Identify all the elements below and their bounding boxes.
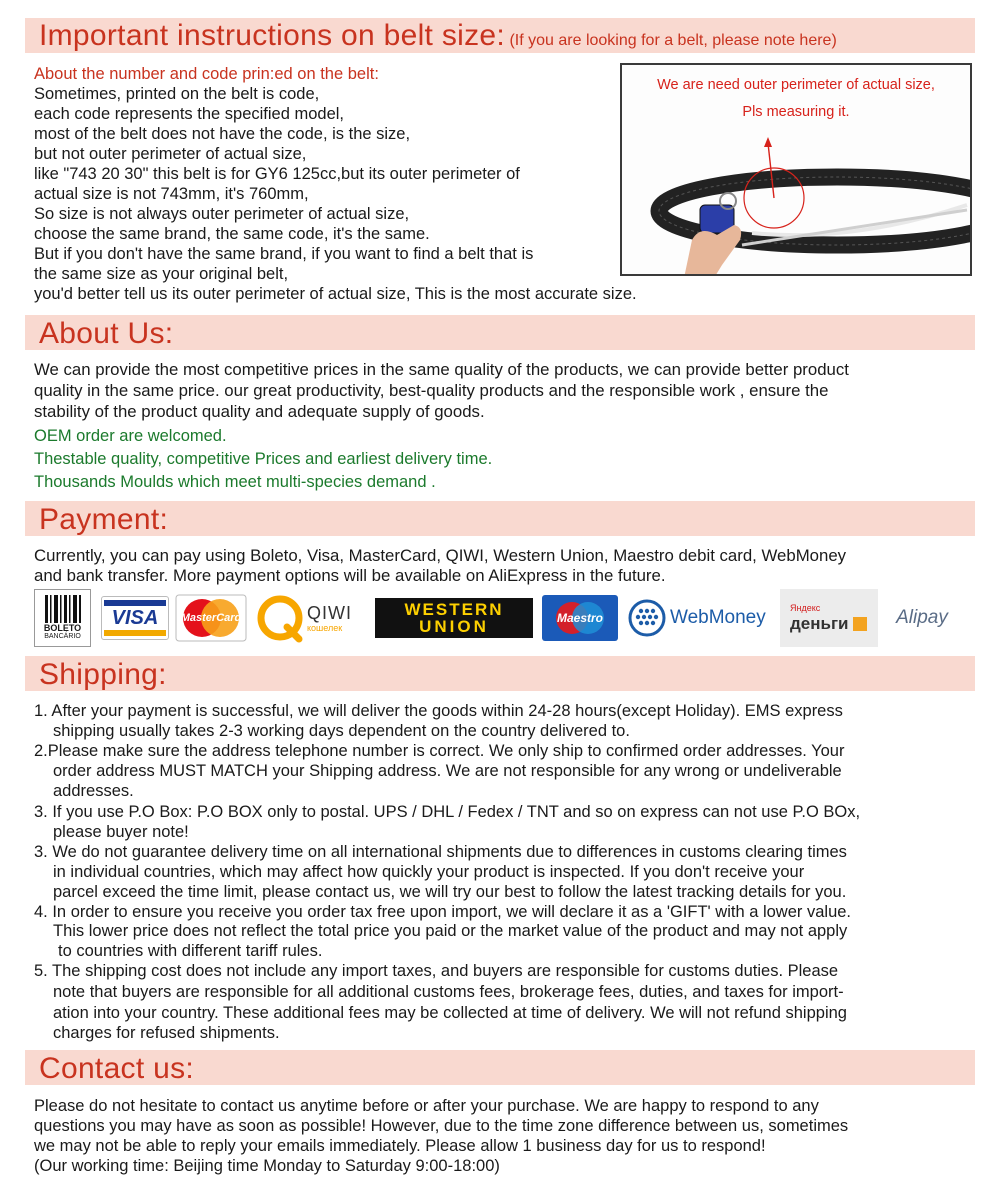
boleto-logo: [34, 589, 91, 647]
belt-line: most of the belt does not have the code, is the size,: [34, 125, 411, 143]
wallet-icon: [853, 617, 867, 631]
about-line: stability of the product quality and adequate supply of goods.: [34, 402, 485, 421]
alipay-logo: [882, 589, 962, 647]
payment-section-title: Payment:: [39, 503, 169, 536]
qiwi-logo: [255, 589, 359, 647]
shipping-section-header: [25, 656, 975, 691]
payment-section-header: [25, 501, 975, 536]
belt-line: like "743 20 30" this belt is for GY6 125cc,but its outer perimeter of: [34, 165, 520, 183]
payment-line: Currently, you can pay using Boleto, Visa, MasterCard, QIWI, Western Union, Maestro debit card, WebMoney: [34, 546, 847, 565]
belt-line: But if you don't have the same brand, if you want to find a belt that is: [34, 245, 534, 263]
contact-section-header: [25, 1050, 975, 1085]
shipping-line: ation into your country. These additional fees may be collected at time of delivery. We will not refund shipping: [53, 1004, 847, 1022]
shipping-line: 2.Please make sure the address telephone number is correct. We only ship to confirmed order addresses. Your: [34, 742, 845, 760]
belt-section-subtitle: (If you are looking for a belt, please note here): [509, 32, 837, 49]
belt-image-caption: Pls measuring it.: [742, 104, 850, 120]
belt-line: Sometimes, printed on the belt is code,: [34, 85, 320, 103]
about-line: quality in the same price. our great productivity, best-quality products and the responsible work , ensure the: [34, 381, 829, 400]
visa-label: VISA: [111, 607, 159, 629]
western-label: WESTERN: [404, 600, 504, 619]
about-green-line: Thestable quality, competitive Prices and earliest delivery time.: [34, 450, 493, 468]
belt-line: the same size as your original belt,: [34, 265, 289, 283]
shipping-line: parcel exceed the time limit, please contact us, we will try our best to follow the latest tracking details for you.: [53, 883, 847, 901]
shipping-line: 5. The shipping cost does not include any import taxes, and buyers are responsible for customs duties. Please: [34, 962, 839, 980]
belt-measure-image: [620, 63, 972, 276]
shipping-line: to countries with different tariff rules.: [58, 942, 323, 960]
belt-line: So size is not always outer perimeter of actual size,: [34, 205, 410, 223]
shipping-line: 4. In order to ensure you receive you order tax free upon import, we will declare it as a 'GIFT' with a lower value.: [34, 903, 852, 921]
shipping-line: shipping usually takes 2-3 working days dependent on the country delivered to.: [53, 722, 630, 740]
about-green-line: OEM order are welcomed.: [34, 427, 227, 445]
about-section-header: [25, 315, 975, 350]
qiwi-label: QIWI: [307, 603, 352, 623]
shipping-line: addresses.: [53, 782, 134, 800]
belt-section-title: Important instructions on belt size:: [39, 19, 506, 52]
webmoney-globe-icon: [628, 599, 666, 637]
union-label: UNION: [419, 617, 489, 636]
shipping-line: This lower price does not reflect the total price you paid or the market value of the product and may not apply: [53, 922, 848, 940]
boleto-label: BOLETO: [43, 623, 82, 633]
shipping-line: note that buyers are responsible for all additional customs fees, brokerage fees, duties, and taxes for import-: [53, 983, 844, 1001]
shipping-line: please buyer note!: [53, 823, 189, 841]
belt-image-caption: We are need outer perimeter of actual size,: [657, 77, 935, 93]
yandex-money-logo: [780, 589, 878, 647]
belt-lead-text: About the number and code prin:ed on the belt:: [34, 65, 379, 83]
contact-line: Please do not hesitate to contact us anytime before or after your purchase. We are happy to respond to any: [34, 1097, 819, 1115]
belt-line: each code represents the specified model,: [34, 105, 345, 123]
about-section-title: About Us:: [39, 317, 174, 350]
mastercard-logo: [174, 589, 248, 647]
shipping-line: order address MUST MATCH your Shipping address. We are not responsible for any wrong or undeliverable: [53, 762, 842, 780]
belt-line: choose the same brand, the same code, it's the same.: [34, 225, 430, 243]
visa-logo: [100, 589, 170, 647]
mastercard-label: MasterCard: [180, 612, 242, 624]
contact-section-title: Contact us:: [39, 1052, 195, 1085]
barcode-icon: [43, 595, 83, 623]
belt-line: you'd better tell us its outer perimeter of actual size, This is the most accurate size.: [34, 285, 637, 303]
shipping-line: 3. We do not guarantee delivery time on all international shipments due to differences in customs clearing times: [34, 843, 847, 861]
contact-line: we may not be able to reply your emails immediately. Please allow 1 business day for us to respond!: [34, 1137, 766, 1155]
yandex-money-label: деньги: [790, 613, 849, 633]
webmoney-label: WebMoney: [670, 607, 766, 628]
shipping-line: charges for refused shipments.: [53, 1024, 280, 1042]
maestro-logo: [542, 589, 618, 647]
about-green-line: Thousands Moulds which meet multi-species demand .: [34, 473, 436, 491]
belt-line: actual size is not 743mm, it's 760mm,: [34, 185, 309, 203]
western-union-logo: [374, 589, 534, 647]
shipping-line: in individual countries, which may affect how quickly your product is inspected. If you don't receive your: [53, 863, 805, 881]
about-line: We can provide the most competitive prices in the same quality of the products, we can provide better product: [34, 360, 849, 379]
qiwi-sublabel: кошелек: [307, 623, 343, 633]
alipay-label: Alipay: [896, 607, 948, 628]
belt-illustration: [622, 65, 972, 276]
belt-section-header: [25, 18, 975, 53]
boleto-sublabel: BANCÁRIO: [44, 633, 81, 640]
shipping-section-title: Shipping:: [39, 658, 167, 691]
belt-line: but not outer perimeter of actual size,: [34, 145, 307, 163]
webmoney-logo: [628, 589, 774, 647]
yandex-label: Яндекс: [790, 602, 821, 613]
qiwi-circle-icon: [255, 593, 305, 643]
shipping-line: 3. If you use P.O Box: P.O BOX only to postal. UPS / DHL / Fedex / TNT and so on express can not use P.O BOx,: [34, 803, 861, 821]
contact-line: questions you may have as soon as possible! However, due to the time zone difference between us, sometimes: [34, 1117, 849, 1135]
contact-working-time: (Our working time: Beijing time Monday to Saturday 9:00-18:00): [34, 1157, 500, 1175]
maestro-label: Maestro: [556, 611, 603, 625]
payment-line: and bank transfer. More payment options will be available on AliExpress in the future.: [34, 566, 666, 585]
shipping-line: 1. After your payment is successful, we will deliver the goods within 24-28 hours(except Holiday). EMS express: [34, 702, 843, 720]
